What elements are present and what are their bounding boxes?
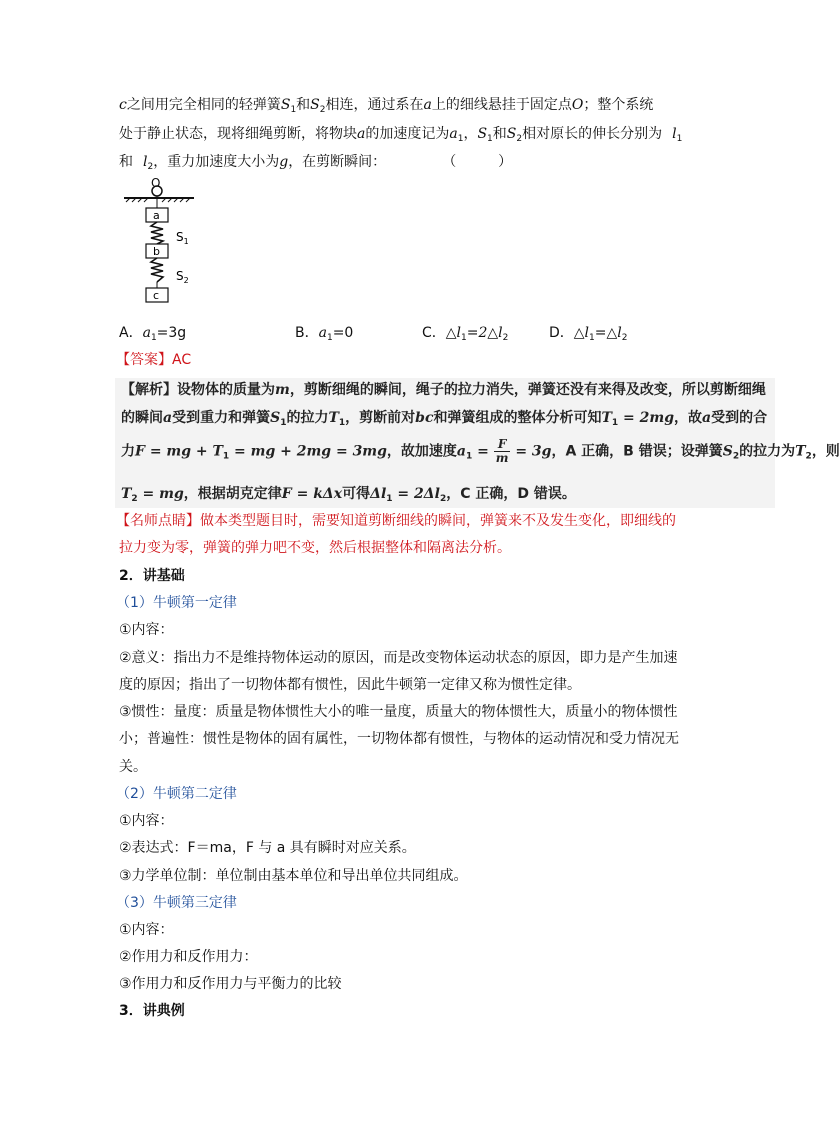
equation: T [601, 410, 612, 426]
subscript: 2 [621, 333, 628, 343]
answer-value: AC [172, 352, 192, 368]
subscript: 1 [222, 451, 230, 462]
subscript: 2 [732, 451, 740, 462]
subscript: 1 [280, 418, 287, 428]
equation: = [472, 443, 494, 460]
subsection-3-title: （3）牛顿第三定律 [116, 895, 237, 911]
option-text: =3g [156, 325, 187, 341]
s3-item-3: ③作用力和反作用力与平衡力的比较 [119, 976, 342, 992]
text: 相连，通过系在 [325, 97, 424, 113]
equation: = 3g [510, 443, 552, 460]
text: 受到的合 [711, 410, 768, 426]
option-text: =0 [332, 325, 354, 341]
subscript: 1 [326, 333, 333, 343]
text: ，重力加速度大小为 [153, 154, 280, 170]
denominator: m [495, 451, 509, 465]
equation: = mg [137, 486, 184, 502]
equation: = 2mg [618, 410, 674, 426]
text: 设物体的质量为 [177, 382, 275, 398]
text: 之间用完全相同的轻弹簧 [126, 97, 281, 113]
section-2-heading: 2．讲基础 [119, 568, 185, 584]
option-b [295, 323, 353, 348]
text: 相对原长的伸长分别为 [522, 126, 663, 142]
tip-line-1: 【名师点睛】做本类型题目时，需要知道剪断细线的瞬间，弹簧来不及发生变化，即细线的 [116, 513, 676, 529]
s2-item-2: ②表达式：F＝ma，F 与 a 具有瞬时对应关系。 [119, 840, 416, 856]
text: 的瞬间 [121, 410, 163, 426]
s1-item-2-line-1: ②意义：指出力不是维持物体运动的原因，而是改变物体运动状态的原因，即力是产生加速 [119, 650, 678, 666]
var-l2: l [143, 154, 148, 170]
text: 的拉力 [286, 410, 329, 426]
subscript: 1 [487, 134, 493, 144]
subscript: 1 [290, 105, 297, 115]
s2-item-1: ①内容： [119, 813, 174, 829]
ceiling [124, 198, 194, 202]
answer-blank: （ ） [442, 154, 513, 170]
option-d [549, 323, 627, 348]
text: 的拉力为 [739, 443, 796, 460]
var-g: g [279, 154, 289, 170]
explanation-line-3 [121, 438, 840, 467]
equation: F = kΔx [281, 486, 343, 502]
option-text: △l [573, 325, 590, 341]
var-t: T [121, 486, 132, 502]
text: ；整个系统 [583, 97, 654, 113]
text: ，在剪断瞬间： [288, 154, 387, 170]
var-s2: S [310, 97, 320, 113]
option-letter: A． [119, 325, 143, 341]
text: ，故加速度 [386, 443, 457, 460]
text: ，A 正确，B 错误；设弹簧 [551, 443, 723, 460]
answer-label: 【答案】 [116, 352, 172, 368]
subscript: 1 [457, 134, 464, 144]
text: 受到重力和弹簧 [172, 410, 271, 426]
numerator: F [494, 438, 511, 452]
text: ，剪断前对 [345, 410, 416, 426]
var-s1: S [280, 97, 291, 113]
subscript: 1 [589, 333, 595, 343]
var-s1: S [477, 126, 488, 142]
label-s2: $S_2$ [176, 269, 189, 285]
text: ，剪断细绳的瞬间，绳子的拉力消失，弹簧还没有来得及改变，所以剪断细绳 [289, 382, 766, 398]
option-text: =△l [594, 325, 622, 341]
explanation-line-1 [121, 380, 766, 400]
s2-item-3: ③力学单位制：单位制由基本单位和导出单位共同组成。 [119, 868, 468, 884]
var-s2: S [506, 126, 517, 142]
var-t: T [795, 443, 806, 460]
subscript: 2 [516, 134, 523, 144]
subscript: 2 [319, 105, 326, 115]
option-letter: D． [549, 325, 574, 341]
subscript: 1 [461, 333, 467, 343]
option-text: =2△l [466, 325, 503, 341]
explanation-line-2 [121, 408, 767, 433]
text: ，则 [811, 443, 840, 460]
subscript: 2 [147, 162, 154, 172]
text: ，C 正确，D 错误。 [446, 486, 576, 502]
option-a [119, 323, 186, 348]
var-s: S [722, 443, 733, 460]
option-text: △l [445, 325, 462, 341]
label-a: a [153, 209, 160, 222]
text: 上的细线悬挂于固定点 [431, 97, 572, 113]
equation: = mg + 2mg = 3mg [229, 443, 387, 460]
var-bc: bc [415, 410, 434, 426]
var-l1: l [672, 126, 677, 142]
figure-o-label: O [151, 176, 161, 190]
spring-figure [118, 178, 218, 310]
s1-item-3-line-3: 关。 [119, 759, 147, 775]
var-m: m [275, 382, 290, 398]
var-t: T [328, 410, 339, 426]
var-a: a [163, 410, 173, 426]
text: 和 [296, 97, 311, 113]
var-a: a [357, 126, 366, 142]
s1-item-3-line-2: 小；普遍性：惯性是物体的固有属性，一切物体都有惯性，与物体的运动情况和受力情况无 [119, 731, 679, 747]
text: 和 [492, 126, 507, 142]
var-s: S [270, 410, 281, 426]
subscript: 2 [131, 494, 138, 504]
subscript: 1 [338, 418, 346, 428]
section-3-heading: 3．讲典例 [119, 1003, 185, 1019]
var-c: c [119, 97, 127, 113]
label-s1: $S_1$ [176, 230, 189, 246]
subscript: 2 [439, 494, 447, 504]
label-c: c [153, 289, 160, 302]
s1-item-1: ①内容： [119, 622, 174, 638]
subscript: 1 [676, 134, 683, 144]
equation: F = mg + T [135, 443, 223, 460]
subscript: 2 [502, 333, 509, 343]
text: 的加速度记为 [365, 126, 450, 142]
tip-line-2: 拉力变为零，弹簧的弹力吧不变，然后根据整体和隔离法分析。 [119, 540, 511, 556]
var-a1: a [142, 325, 151, 341]
subscript: 2 [805, 451, 812, 462]
option-c [422, 323, 508, 348]
subscript: 1 [611, 418, 619, 428]
subsection-2-title: （2）牛顿第二定律 [116, 786, 237, 802]
text: ，故 [674, 410, 702, 426]
explanation-label: 【解析】 [121, 382, 177, 398]
var-a1: a [456, 443, 466, 460]
text: ， [463, 126, 478, 142]
spring-s1 [151, 222, 163, 244]
explanation-line-4 [121, 484, 576, 509]
subscript: 1 [386, 494, 393, 504]
text: 力 [121, 443, 135, 460]
spring-s2 [151, 258, 163, 282]
text: 和弹簧组成的整体分析可知 [433, 410, 602, 426]
option-letter: B． [295, 325, 319, 341]
equation: = 2Δl [392, 486, 440, 502]
question-line-1 [119, 95, 653, 120]
text: 处于静止状态，现将细绳剪断，将物块 [119, 126, 357, 142]
s3-item-1: ①内容： [119, 922, 174, 938]
equation: Δl [370, 486, 387, 502]
var-a1: a [318, 325, 327, 341]
text: 和 [119, 154, 133, 170]
subscript: 1 [466, 451, 473, 462]
var-o: O [571, 97, 584, 113]
explanation-box [115, 378, 840, 508]
var-a1: a [449, 126, 458, 142]
subsection-1-title: （1）牛顿第一定律 [116, 595, 237, 611]
s1-item-2-line-2: 度的原因；指出了一切物体都有惯性，因此牛顿第一定律又称为惯性定律。 [119, 677, 581, 693]
answer-line [116, 350, 191, 370]
s3-item-2: ②作用力和反作用力： [119, 949, 258, 965]
text: 可得 [342, 486, 371, 502]
question-line-2 [119, 124, 682, 149]
s1-item-3-line-1: ③惯性：量度：质量是物体惯性大小的唯一量度，质量大的物体惯性大，质量小的物体惯性 [119, 704, 678, 720]
var-a: a [702, 410, 712, 426]
label-b: b [153, 245, 160, 258]
question-line-3 [119, 152, 512, 177]
var-a: a [423, 97, 432, 113]
text: ，根据胡克定律 [183, 486, 282, 502]
option-letter: C． [422, 325, 446, 341]
subscript: 1 [150, 333, 157, 343]
fraction [494, 438, 511, 465]
